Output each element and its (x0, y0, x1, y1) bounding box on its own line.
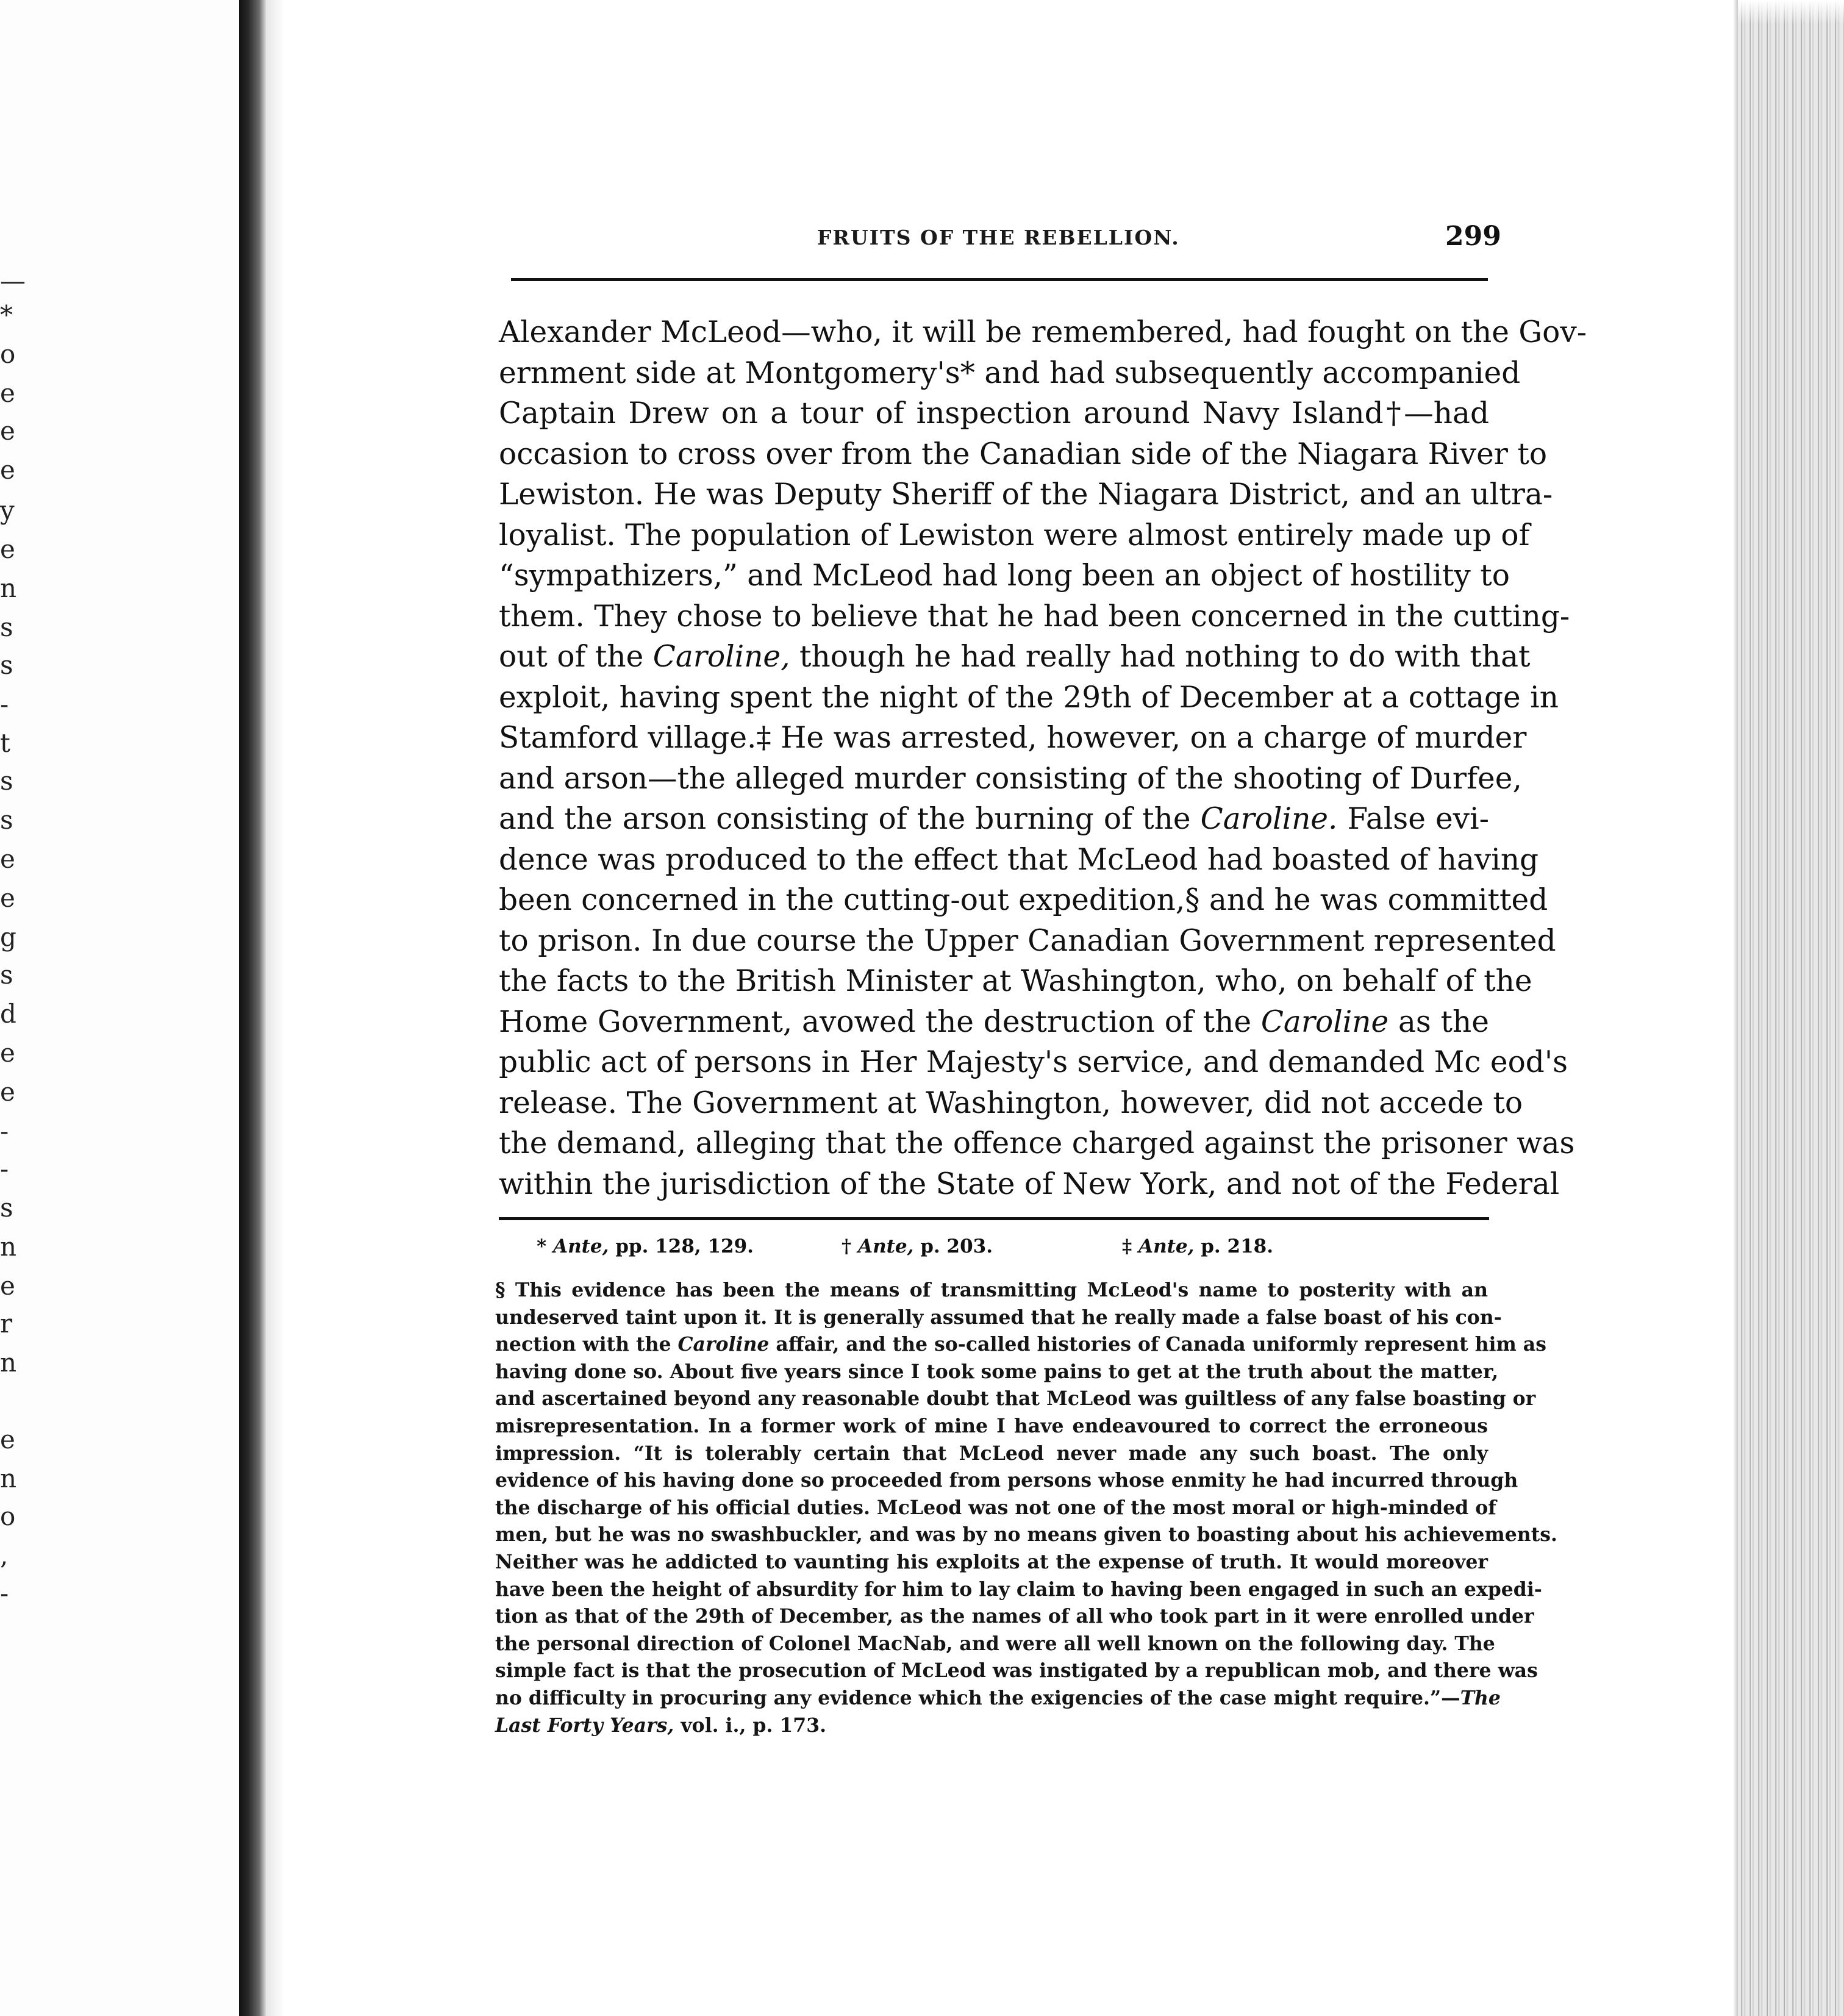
italic-text: Last Forty Years, (495, 1714, 674, 1737)
body-line: loyalist. The population of Lewiston were almost entirely made up of (499, 518, 1530, 552)
running-title: FRUITS OF THE REBELLION. (817, 226, 1180, 249)
footnote-reference-italic: Ante, (858, 1235, 914, 1257)
body-line: public act of persons in Her Majesty's service, and demanded Mc eod's (499, 1045, 1568, 1079)
italic-text: Caroline (1260, 1004, 1389, 1039)
body-line: Alexander McLeod—who, it will be remembered, had fought on the Gov- (499, 315, 1587, 349)
facing-page-letter: e (0, 844, 15, 874)
page-stack-highlight (1738, 0, 1844, 24)
footnote-line: impression. “It is tolerably certain that McLeod never made any such boast. The only (495, 1442, 1488, 1465)
facing-page-letter: e (0, 1077, 15, 1107)
facing-page-letter: - (0, 1154, 9, 1184)
footnote-line: tion as that of the 29th of December, as the names of all who took part in it were enrolled under (495, 1605, 1534, 1628)
body-line: dence was produced to the effect that McLeod had boasted of having (499, 842, 1539, 877)
footnote-reference: ‡ Ante, p. 218. (1122, 1235, 1274, 1257)
body-line: exploit, having spent the night of the 29th of December at a cottage in (499, 680, 1559, 715)
body-line: been concerned in the cutting-out expedition,§ and he was committed (499, 883, 1548, 917)
facing-page-letter: e (0, 534, 15, 564)
footnote-line: misrepresentation. In a former work of mine I have endeavoured to correct the erroneous (495, 1414, 1488, 1437)
footnote-line: nection with the Caroline affair, and the so-called histories of Canada uniformly represent him as (495, 1333, 1546, 1356)
facing-page-letter: n (0, 1348, 17, 1378)
facing-page-letter: t (0, 728, 10, 758)
footnote-reference-italic: Ante, (553, 1235, 609, 1257)
italic-text: The (1460, 1686, 1501, 1709)
facing-page-letter: s (0, 650, 13, 680)
facing-page-letter: s (0, 612, 13, 642)
facing-page-letter: r (0, 1309, 13, 1339)
footnote-text (495, 1277, 1557, 1739)
facing-page-letter: e (0, 1424, 15, 1454)
facing-page-letter: e (0, 1038, 15, 1068)
footnote-reference-italic: Ante, (1138, 1235, 1195, 1257)
header-rule (511, 278, 1488, 281)
body-line: out of the Caroline, though he had really had nothing to do with that (499, 640, 1531, 674)
facing-page-letter: s (0, 1193, 13, 1223)
facing-page-letter: y (0, 495, 15, 525)
facing-page-letter: - (0, 1116, 9, 1146)
footnote-rule (499, 1217, 1489, 1220)
facing-page-letter: d (0, 999, 16, 1029)
footnote-line: and ascertained beyond any reasonable doubt that McLeod was guiltless of any false boasting or (495, 1387, 1536, 1410)
body-line: release. The Government at Washington, however, did not accede to (499, 1085, 1523, 1120)
facing-page-letter: n (0, 1464, 17, 1493)
facing-page-letter: g (0, 922, 16, 952)
footnote-line: simple fact is that the prosecution of McLeod was instigated by a republican mob, and there was (495, 1659, 1538, 1682)
footnote-line: Neither was he addicted to vaunting his exploits at the expense of truth. It would moreover (495, 1550, 1488, 1573)
body-line: Stamford village.‡ He was arrested, however, on a charge of murder (499, 721, 1527, 755)
footnote-line: no difficulty in procuring any evidence which the exigencies of the case might require.”—The (495, 1686, 1501, 1709)
body-line: Lewiston. He was Deputy Sheriff of the Niagara District, and an ultra- (499, 477, 1553, 512)
facing-page-letters (0, 268, 24, 1854)
body-line: within the jurisdiction of the State of New York, and not of the Federal (499, 1167, 1560, 1201)
italic-text: Caroline, (652, 640, 790, 674)
body-line: ernment side at Montgomery's* and had subsequently accompanied (499, 356, 1521, 390)
facing-page-letter: - (0, 689, 9, 719)
body-line: and arson—the alleged murder consisting of the shooting of Durfee, (499, 761, 1522, 796)
gutter-fade (266, 0, 284, 2016)
footnote-line: undeserved taint upon it. It is generally assumed that he really made a false boast of his con- (495, 1306, 1502, 1329)
facing-page-letter: s (0, 805, 13, 835)
footnote-line: men, but he was no swashbuckler, and was by no means given to boasting about his achievements. (495, 1523, 1557, 1546)
body-line: the demand, alleging that the offence charged against the prisoner was (499, 1126, 1575, 1160)
body-line: “sympathizers,” and McLeod had long been an object of hostility to (499, 559, 1510, 593)
facing-page-letter: s (0, 960, 13, 990)
facing-page-letter: - (0, 1578, 9, 1608)
facing-page-letter: o (0, 339, 16, 369)
facing-page-letter: e (0, 416, 15, 446)
footnote-line: having done so. About five years since I took some pains to get at the truth about the matter, (495, 1360, 1499, 1383)
facing-page-letter: e (0, 378, 15, 408)
body-line: Captain Drew on a tour of inspection around Navy Island†—had (499, 396, 1489, 431)
facing-page-letter: e (0, 1271, 15, 1301)
footnote-references (537, 1235, 1451, 1266)
body-line: occasion to cross over from the Canadian side of the Niagara River to (499, 437, 1548, 471)
footnote-line: the discharge of his official duties. McLeod was not one of the most moral or high-minded of (495, 1496, 1496, 1519)
footnote-line: the personal direction of Colonel MacNab, and were all well known on the following day. The (495, 1632, 1495, 1655)
body-line: to prison. In due course the Upper Canadian Government represented (499, 923, 1556, 958)
facing-page-letter: n (0, 1232, 17, 1262)
body-line: the facts to the British Minister at Washington, who, on behalf of the (499, 964, 1532, 998)
facing-page-letter: , (0, 1540, 9, 1570)
body-line: Home Government, avowed the destruction of the Caroline as the (499, 1004, 1489, 1039)
footnote-line: § This evidence has been the means of transmitting McLeod's name to posterity with an (495, 1279, 1488, 1301)
book-gutter-shadow (239, 0, 266, 2016)
facing-page-letter: — (0, 266, 26, 296)
footnote-line: Last Forty Years, vol. i., p. 173. (495, 1714, 827, 1737)
facing-page-letter: s (0, 766, 13, 796)
footnote-reference: † Ante, p. 203. (842, 1235, 993, 1257)
italic-text: Caroline. (1200, 802, 1338, 836)
facing-page-letter: e (0, 883, 15, 913)
footnote-line: evidence of his having done so proceeded from persons whose enmity he had incurred through (495, 1469, 1518, 1492)
page-stack-edges (1738, 0, 1844, 2016)
page-number: 299 (1445, 221, 1501, 252)
facing-page-letter: o (0, 1501, 16, 1531)
footnote-line: have been the height of absurdity for him to lay claim to having been engaged in such an expedi- (495, 1578, 1542, 1601)
body-line: them. They chose to believe that he had been concerned in the cutting- (499, 599, 1570, 634)
body-text (499, 312, 1587, 1204)
facing-page-edge (0, 0, 239, 2016)
body-line: and the arson consisting of the burning of the Caroline. False evi- (499, 802, 1489, 836)
footnote-reference: * Ante, pp. 128, 129. (537, 1235, 754, 1257)
italic-text: Caroline (677, 1333, 770, 1356)
facing-page-letter: * (0, 300, 13, 330)
facing-page-letter: n (0, 573, 17, 603)
facing-page-letter: e (0, 455, 15, 485)
